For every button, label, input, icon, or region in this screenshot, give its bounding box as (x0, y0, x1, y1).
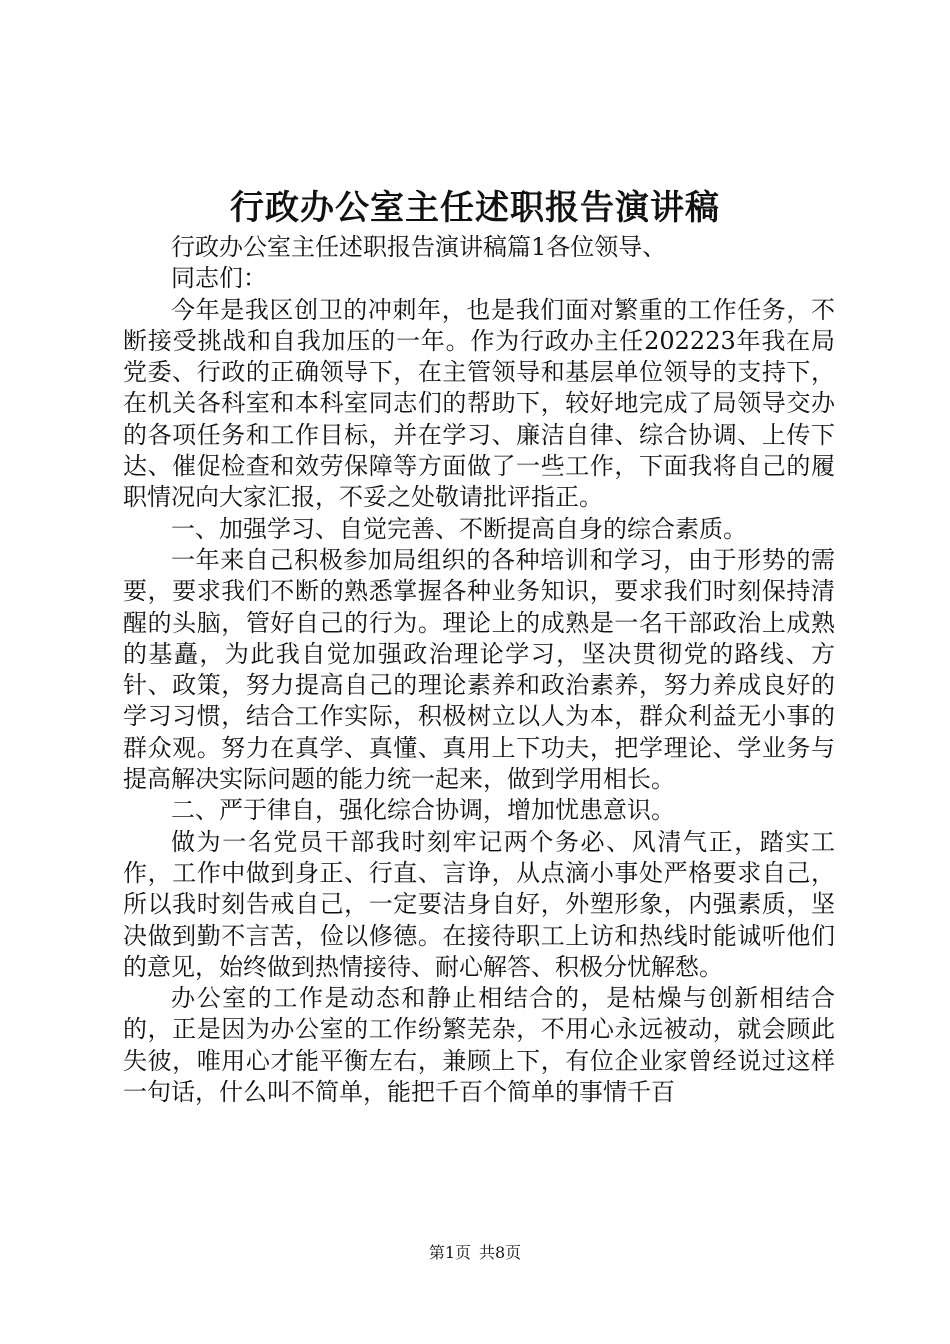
paragraph: 同志们： (171, 264, 267, 293)
paragraph: 做为一名党员干部我时刻牢记两个务必、风清气正，踏实工作，工作中做到身正、行直、言诤，从点滴小事处严格要求自己，所以我时刻告戒自己，一定要洁身自好，外塑形象，内强素质，坚决做到勤不言苦，俭以修德。在接待职工上访和热线时能诚听他们的意见，始终做到热情接待、耐心解答、积极分忧解愁。 (123, 827, 835, 981)
paragraph: 行政办公室主任述职报告演讲稿篇1各位领导、 (171, 233, 667, 261)
section-heading: 二、严于律自，强化综合协调，增加忧患意识。 (171, 796, 675, 825)
paragraph: 一年来自己积极参加局组织的各种培训和学习，由于形势的需要，要求我们不断的熟悉掌握各种业务知识，要求我们时刻保持清醒的头脑，管好自己的行为。理论上的成熟是一名干部政治上成熟的基矗，为此我自觉加强政治理论学习，坚决贯彻党的路线、方针、政策，努力提高自己的理论素养和政治素养，努力养成良好的学习习惯，结合工作实际，积极树立以人为本，群众利益无小事的群众观。努力在真学、真懂、真用上下功夫，把学理论、学业务与提高解决实际问题的能力统一起来，做到学用相长。 (123, 545, 835, 794)
page-total: 共8页 (479, 1243, 522, 1262)
section-heading: 一、加强学习、自觉完善、不断提高自身的综合素质。 (171, 514, 747, 543)
document-title: 行政办公室主任述职报告演讲稿 (230, 188, 720, 228)
paragraph: 办公室的工作是动态和静止相结合的，是枯燥与创新相结合的，正是因为办公室的工作纷繁芜杂，不用心永远被动，就会顾此失彼，唯用心才能平衡左右，兼顾上下，有位企业家曾经说过这样一句话，什么叫不简单，能把千百个简单的事情千百 (123, 984, 835, 1107)
paragraph: 今年是我区创卫的冲刺年，也是我们面对繁重的工作任务，不断接受挑战和自我加压的一年。作为行政办主任202223年我在局党委、行政的正确领导下，在主管领导和基层单位领导的支持下，在机关各科室和本科室同志们的帮助下，较好地完成了局领导交办的各项任务和工作目标，并在学习、廉洁自律、综合协调、上传下达、催促检查和效劳保障等方面做了一些工作，下面我将自己的履职情况向大家汇报，不妥之处敬请批评指正。 (123, 295, 835, 512)
document-body (123, 232, 835, 1108)
page-footer (0, 1241, 950, 1265)
page-number: 第1页 (428, 1243, 471, 1262)
